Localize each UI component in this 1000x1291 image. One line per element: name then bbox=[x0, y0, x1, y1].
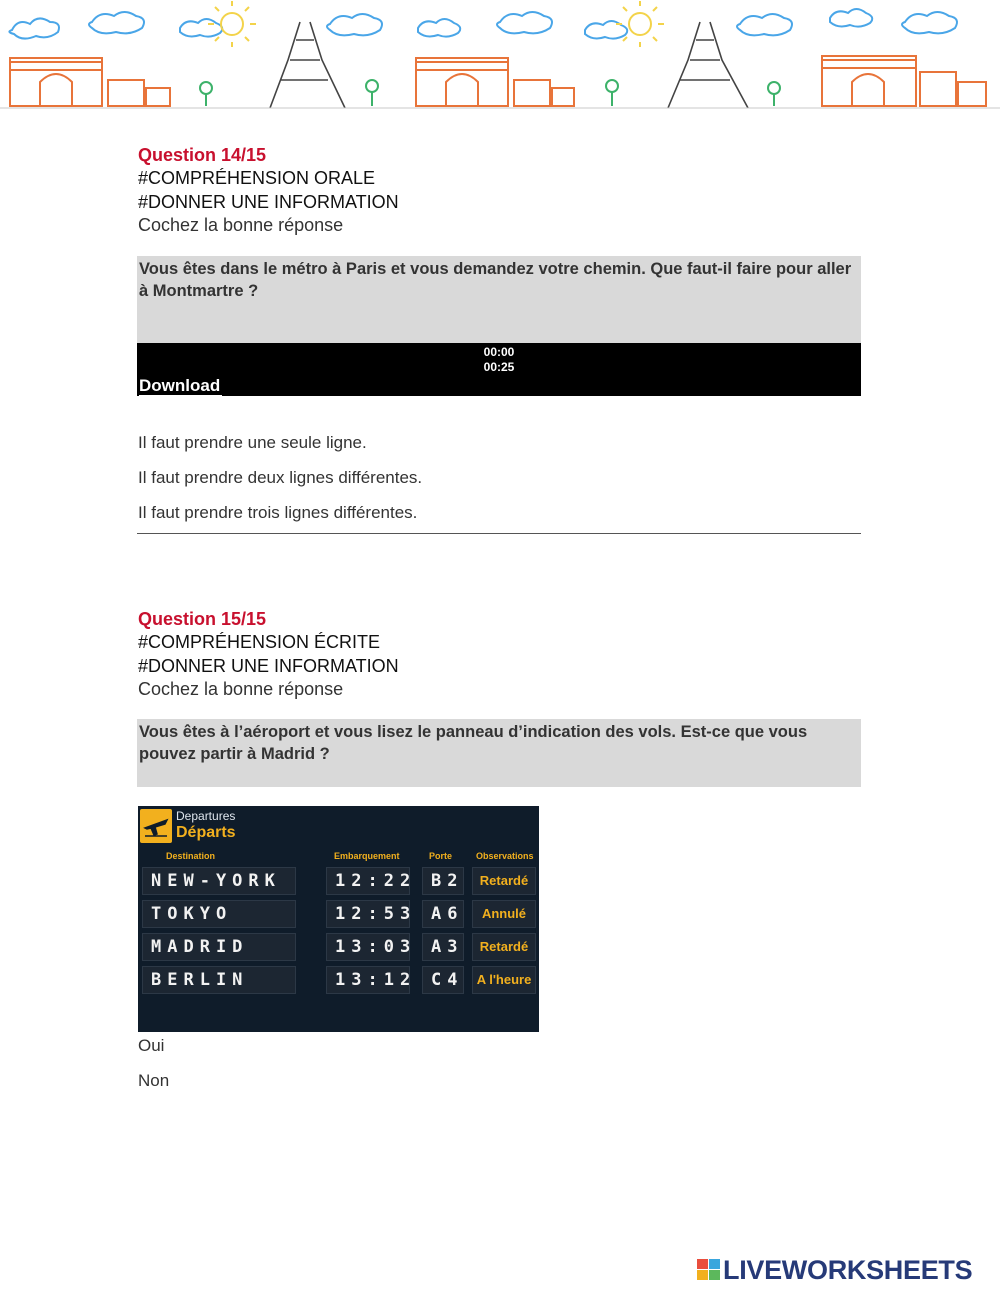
column-header: Destination bbox=[166, 851, 216, 861]
question-15-prompt: Vous êtes à l’aéroport et vous lisez le panneau d’indication des vols. Est-ce que vous pouvez partir à Madrid ? bbox=[137, 719, 861, 787]
answer-option[interactable]: Il faut prendre trois lignes différentes. bbox=[138, 503, 418, 522]
download-link[interactable]: Download bbox=[139, 376, 221, 395]
board-gate-cell: B2 bbox=[422, 867, 464, 895]
board-status-cell: Retardé bbox=[472, 933, 536, 961]
question-title: Question 15/15 bbox=[138, 609, 267, 629]
question-tag: #COMPRÉHENSION ORALE bbox=[138, 168, 376, 188]
logo-text: LIVEWORKSHEETS bbox=[723, 1255, 973, 1285]
board-time-cell: 12:53 bbox=[326, 900, 410, 928]
header-banner-drawing bbox=[0, 0, 1000, 112]
column-header: Porte bbox=[429, 851, 453, 861]
answer-option[interactable]: Oui bbox=[138, 1036, 165, 1055]
board-time-cell: 12:22 bbox=[326, 867, 410, 895]
departures-board-image bbox=[138, 806, 539, 1032]
answer-option[interactable]: Il faut prendre une seule ligne. bbox=[138, 433, 367, 452]
board-status-cell: Retardé bbox=[472, 867, 536, 895]
question-15-header bbox=[138, 607, 862, 702]
section-divider bbox=[137, 533, 861, 534]
board-time-cell: 13:03 bbox=[326, 933, 410, 961]
question-title: Question 14/15 bbox=[138, 145, 267, 165]
question-14-header bbox=[138, 143, 862, 238]
board-status-cell: Annulé bbox=[472, 900, 536, 928]
answer-option[interactable]: Il faut prendre deux lignes différentes. bbox=[138, 468, 423, 487]
board-destination-cell: MADRID bbox=[142, 933, 296, 961]
board-gate-cell: A3 bbox=[422, 933, 464, 961]
board-status-cell: A l'heure bbox=[472, 966, 536, 994]
column-header: Embarquement bbox=[334, 851, 400, 861]
question-instruction: Cochez la bonne réponse bbox=[138, 215, 344, 235]
board-title-en: Departures bbox=[176, 809, 236, 823]
airplane-icon bbox=[140, 809, 172, 843]
audio-duration: 00:25 bbox=[483, 360, 515, 374]
question-instruction: Cochez la bonne réponse bbox=[138, 679, 344, 699]
question-tag: #DONNER UNE INFORMATION bbox=[138, 191, 399, 212]
answer-option[interactable]: Non bbox=[138, 1071, 170, 1090]
liveworksheets-logo-icon bbox=[697, 1259, 721, 1281]
question-14-prompt: Vous êtes dans le métro à Paris et vous demandez votre chemin. Que faut-il faire pour aller à Montmartre ? bbox=[137, 256, 861, 343]
board-gate-cell: A6 bbox=[422, 900, 464, 928]
board-time-cell: 13:12 bbox=[326, 966, 410, 994]
question-tag: #COMPRÉHENSION ÉCRITE bbox=[138, 632, 381, 652]
board-destination-cell: TOKYO bbox=[142, 900, 296, 928]
audio-current-time: 00:00 bbox=[483, 345, 515, 359]
column-header: Observations bbox=[476, 851, 534, 861]
question-tag: #DONNER UNE INFORMATION bbox=[138, 655, 399, 676]
board-destination-cell: NEW-YORK bbox=[142, 867, 296, 895]
board-destination-cell: BERLIN bbox=[142, 966, 296, 994]
audio-player[interactable] bbox=[137, 343, 861, 396]
board-title-fr: Départs bbox=[176, 824, 236, 841]
board-gate-cell: C4 bbox=[422, 966, 464, 994]
